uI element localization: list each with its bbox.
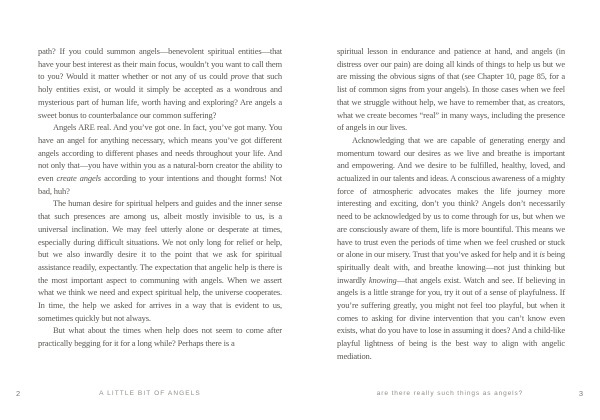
paragraph: But what about the times when help does not seem to come after practically begging for it for a long while? Perhaps there is a xyxy=(38,325,282,349)
paragraph: spiritual lesson in endurance and patience at hand, and angels (in distress over our pain) are doing all kinds of things to help us but we are missing the obvious signs of that (see Chapter 10, page 85, for a list of common signs from your angels). In those cases when we feel that we struggle without help, we have to remember that, as creators, what we create becomes “real” in many ways, including the presence of angels in our lives. xyxy=(337,46,565,133)
page-right xyxy=(300,0,600,420)
running-footer-left: A LITTLE BIT OF ANGELS xyxy=(99,390,201,397)
page-number-left: 2 xyxy=(16,389,21,398)
page-left-text xyxy=(38,45,282,350)
page-number-right: 3 xyxy=(578,389,583,398)
paragraph: Angels ARE real. And you’ve got one. In fact, you’ve got many. You have an angel for anything necessary, which means you’ve got different angels according to different phases and needs throughout your life. And not only that—you have within you as a natural-born creator the ability to even create angels according to your intentions and thought forms! Not bad, huh? xyxy=(38,122,283,196)
running-footer-right: are there really such things as angels? xyxy=(376,390,524,397)
paragraph: Acknowledging that we are capable of generating energy and momentum toward our desires as we live and breathe is important and empowering. And we desire to be fulfilled, healthy, loved, and actualized in our talents and ideas. A conscious awareness of a mighty force of atmospheric advocates makes the life journey more interesting and exciting, don’t you think? Angels don’t necessarily need to be acknowledged by us to come through for us, but when we are consciously aware of them, life is more bountiful. This means we have to trust even the periods of time when we feel crushed or stuck or alone in our misery. Trust that you’ve asked for help and it is being spiritually dealt with, and breathe knowing—not just thinking but inwardly knowing—that angels exist. Watch and see. If believing in angels is a little strange for you, try it out of a sense of playfulness. If you’re suffering greatly, you might not feel too playful, but when it comes to asking for divine intervention that you can’t know even exists, what do you have to lose in assuming it does? And a child-like playful lightness of being is the best way to align with angelic mediation. xyxy=(337,134,565,361)
paragraph: path? If you could summon angels—benevolent spiritual entities—that have your best interest as their main focus, wouldn’t you want to call them to you? Would it matter whether or not any of us could prove that such holy entities exist, or would it simply be accepted as a wondrous and mysterious part of human life, worth having and exploring? Are angels a sweet bonus to counterbalance our common suffering? xyxy=(38,46,283,120)
page-right-text xyxy=(337,45,565,363)
paragraph: The human desire for spiritual helpers and guides and the inner sense that such presences are among us, albeit mostly invisible to us, is a universal inclination. We may feel utterly alone or desperate at times, especially during difficult situations. We not only long for relief or help, but we also inwardly desire it to the point that we ask for spiritual assistance readily, expectantly. The expectation that angelic help is there is the most important aspect to communing with angels. When we assert what we think we need and expect spiritual help, the universe cooperates. In time, the help we asked for arrives in a way that is evident to us, sometimes quickly but not always. xyxy=(38,198,282,323)
